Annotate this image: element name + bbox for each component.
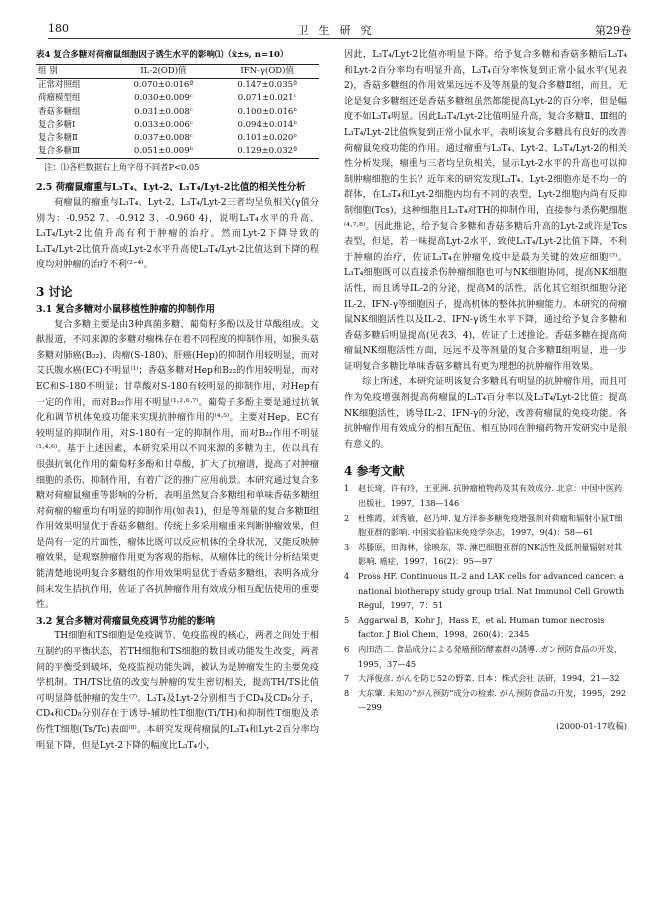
row-group: 香菇多糖组 bbox=[38, 106, 81, 117]
reference-number: 3 bbox=[344, 541, 350, 552]
page-header bbox=[48, 22, 631, 39]
conclusion-paragraph: 综上所述，本研究证明该复合多糖具有明显的抗肿瘤作用，而且可作为免疫增强剂提高荷瘤鼠的L₃T₄百分率以及L₃T₄/Lyt-2比值；提高NK细胞活性，诱导IL-2、IFN-γ的分泌，改善荷瘤鼠的免疫功能。各抗肿瘤作用有效成分的相互配伍、相互协同在肿瘤药物开发研究中是很有意义的。 bbox=[344, 377, 627, 450]
left-column bbox=[36, 48, 319, 754]
row-il2: 0.070±0.016ª bbox=[133, 80, 194, 91]
reference-text: 苏滕原，田海林，徐映东，等. 淋巴细胞亚群的NK活性及低剂量辐射对其影响. 癌症，1997，16(2)：95—97 bbox=[358, 541, 623, 567]
col-header-group: 组 别 bbox=[36, 65, 112, 79]
volume-label: 第29卷 bbox=[595, 24, 631, 37]
table4-caption: 表4 复合多糖对荷瘤鼠细胞因子诱生水平的影响⑴（x̄±s, n=10） bbox=[36, 50, 289, 60]
reference-text: 大泽俊彦. がんを防じ52の野菜. 日本：株式会社 法研，1994，21—32 bbox=[358, 673, 620, 684]
reference-item bbox=[344, 569, 627, 613]
row-ifn: 0.094±0.014ᵇ bbox=[237, 119, 297, 130]
row-il2: 0.051±0.009ᵇ bbox=[133, 146, 194, 157]
section-3-1-title: 3.1 复合多糖对小鼠移植性肿瘤的抑制作用 bbox=[36, 303, 215, 315]
table4-note: 注：⑴各栏数据右上角字母不同者P<0.05 bbox=[44, 162, 200, 173]
reference-item bbox=[344, 686, 627, 715]
section-3-2-title: 3.2 复合多糖对荷瘤鼠免疫调节功能的影响 bbox=[36, 615, 215, 627]
table-row bbox=[36, 106, 319, 119]
section-2-5-paragraph: 荷瘤鼠的瘤重与L₃T₄、Lyt-2、L₃T₄/Lyt-2三者均呈负相关(γ值分别为：-0.952 7、-0.912 3、-0.960 4)，说明L₃T₄水平的升高、L₃T₄/Lyt-2比值升高有利于肿瘤的治疗。然而Lyt-2下降导致的L₃T₄/Lyt-2比值升高或Lyt-2水平升高使L₃T₄/Lyt-2比值达到下降的程度均对肿瘤的治疗不利⁽²⁻⁴⁾。 bbox=[36, 198, 319, 271]
reference-number: 7 bbox=[344, 673, 350, 684]
table-row bbox=[36, 92, 319, 105]
reference-text: 赵长琦，许有玲，王亚洲. 抗肿瘤植物药及其有效成分. 北京：中国中医药出版社，1997，138—146 bbox=[358, 483, 623, 509]
reference-item bbox=[344, 481, 627, 510]
reference-number: 5 bbox=[344, 614, 350, 625]
reference-item bbox=[344, 540, 627, 569]
table-header-row bbox=[36, 65, 319, 79]
section-2-5-title: 2.5 荷瘤鼠瘤重与L₃T₄、Lyt-2、L₃T₄/Lyt-2比值的相关性分析 bbox=[36, 182, 306, 194]
reference-number: 8 bbox=[344, 687, 350, 698]
journal-title: 卫生研究 bbox=[297, 24, 382, 37]
reference-text: 杜维霞，刘秀敏，赵乃坤. 复方洋参多糖免疫增强剂对荷瘤和辐射小鼠T细胞亚群的影响. 中国实验临床免疫学杂志，1997，9(4)：58—61 bbox=[358, 512, 623, 538]
col-header-ifn: IFN-γ(OD)值 bbox=[215, 65, 319, 79]
row-ifn: 0.101±0.020ᵇ bbox=[237, 133, 297, 144]
reference-item bbox=[344, 613, 627, 642]
reference-text: Aggarwal B，Kohr J，Hass E，et al. Human tumor necrosis factor. J Biol Chem，1998，260(4)：2345 bbox=[358, 614, 605, 640]
reference-text: 大东肇. 未知の“がん预防”成分の检索. がん预防食品の开发，1995，292—299 bbox=[358, 687, 627, 713]
section-3-title: 3 讨论 bbox=[36, 284, 73, 299]
row-group: 复合多糖Ⅰ bbox=[38, 119, 76, 130]
section-3-1-paragraph: 复合多糖主要是由3种真菌多糖、葡萄籽多酚以及甘草酸组成。文献报道，不同来源的多糖对瘤株存在着不同程度的抑制作用，如猴头菇多糖对肺癌(B₂₂)、肉瘤(S-180)、肝癌(Hep)的抑制作用较明显，而对艾氏腹水癌(EC)不明显⁽¹⁾；香菇多糖对Hep和B₂₂的作用较明显，而对EC和S-180不明显；甘草酸对S-180有较明显的抑制作用，对Hep有一定的作用，而对B₂₂作用不明显⁽¹·²·⁶·⁷⁾。葡萄子多酚主要是通过抗氧化和调节机体免疫功能来实现抗肿瘤作用的⁽⁴·⁵⁾。主要对Hep、EC有较明显的抑制作用，对S-180有一定的抑制作用，而对B₂₂作用不明显⁽¹·⁴·⁶⁾。基于上述因素，本研究采用以不同来源的多糖为主，佐以具有很强抗氧化作用的葡萄籽多酚和甘草酸，扩大了抗瘤谱，提高了对肿瘤细胞的杀伤、抑制作用，有着广泛的推广应用前景。本研究通过复合多糖对荷瘤鼠瘤重等影响的分析，表明虽然复合多糖组和单味香菇多糖组对荷瘤的瘤重均有明显的抑制作用(如表1)，但是等剂量的复合多糖Ⅱ组作用效果明显优于香菇多糖组。传统上多采用瘤重来判断肿瘤效果，但是尚有一定的片面性，瘤体比既可以反应机体的全身状况，又能反映肿瘤效果，是观察肿瘤作用更为客观的指标，从瘤体比的统计分析结果更能清楚地说明复合多糖组的作用效果明显优于香菇多糖组，表明各成分间未发生拮抗作用，佐证了各抗肿瘤作用有效成分相互配伍使用的重要性。 bbox=[36, 319, 319, 611]
row-ifn: 0.071±0.021ᶜ bbox=[237, 93, 297, 104]
reference-item bbox=[344, 642, 627, 671]
row-ifn: 0.147±0.035ª bbox=[237, 80, 298, 91]
section-3-2-paragraph: TH细胞和TS细胞是免疫调节、免疫监视的核心，两者之间处于相互制约的平衡状态，若TH细胞和TS细胞的数目或功能发生改变，两者间的平衡受到破坏，免疫监视功能失调，被认为是肿瘤发生的主要免疫学机制。TH/TS比值的改变与肿瘤的发生密切相关，提高TH/TS比值可明显降低肿瘤的发生⁽⁷⁾。L₃T₄及Lyt-2分别相当于CD₄及CD₈分子，CD₄和CD₈分别存在于诱导-辅助性T细胞(Ti/TH)和抑制性T细胞及杀伤性T细胞(Ts/Tc)表面⁽⁸⁾。本研究发现荷瘤鼠的L₃T₄和Lyt-2百分率均明显下降，但是Lyt-2下降的幅度比L₃T₄小， bbox=[36, 631, 319, 751]
reference-number: 1 bbox=[344, 483, 350, 494]
table-row bbox=[36, 132, 319, 145]
table4 bbox=[36, 64, 319, 159]
table-row bbox=[36, 119, 319, 132]
received-date: (2000-01-17收稿) bbox=[556, 720, 627, 731]
references-title: 4 参考文献 bbox=[344, 464, 405, 479]
reference-text: 内田浩二. 食品成分による発癌预防酵素群の誘導. ガン预防食品の开发，1995，37—45 bbox=[358, 643, 623, 669]
table-row bbox=[36, 79, 319, 93]
col-header-il2: IL-2(OD)值 bbox=[112, 65, 216, 79]
reference-item bbox=[344, 511, 627, 540]
row-group: 复合多糖Ⅲ bbox=[38, 146, 81, 157]
page-number: 180 bbox=[48, 22, 69, 35]
reference-item bbox=[344, 671, 627, 686]
row-group: 正常对照组 bbox=[38, 80, 81, 91]
reference-list bbox=[344, 481, 627, 715]
table-row bbox=[36, 145, 319, 159]
reference-number: 4 bbox=[344, 571, 350, 581]
reference-number: 6 bbox=[344, 643, 350, 654]
row-il2: 0.037±0.008ᶜ bbox=[134, 133, 193, 144]
row-il2: 0.033±0.006ᶜ bbox=[134, 119, 193, 130]
reference-number: 2 bbox=[344, 512, 350, 523]
right-column bbox=[344, 48, 627, 735]
reference-text: Pross HF. Continuous IL-2 and LAK cells for advanced cancer: a national biotherapy study group trial. Nat Immunol Cell Growth Regul，1997，7：51 bbox=[358, 571, 625, 611]
row-ifn: 0.100±0.016ᵇ bbox=[237, 106, 297, 117]
discussion-continued-paragraph: 因此，L₃T₄/Lyt-2比值亦明显下降。给予复合多糖和香菇多糖后L₃T₄和Lyt-2百分率均有明显升高，L₃T₄百分率恢复到正常小鼠水平(见表2)，香菇多糖组的作用效果远远不及等剂量的复合多糖Ⅱ组，而且，无论是复合多糖组还是香菇多糖组虽然都能提高Lyt-2的百分率，但是幅度不如L₃T₄明显。因此L₃T₄/Lyt-2比值明显升高，复合多糖Ⅱ、Ⅲ组的L₃T₄/Lyt-2比值恢复到正常小鼠水平，表明该复合多糖具有良好的改善荷瘤鼠免疫功能的作用。通过瘤重与L₃T₄、Lyt-2、L₃T₄/Lyt-2的相关性分析发现，瘤重与三者均呈负相关，显示Lyt-2水平的升高也可以抑制肿瘤细胞的生长？近年来的研究发现L₃T₄、Lyt-2细胞亦是不均一的群体，在L₃T₄和Lyt-2细胞内均有不同的表型，Lyt-2细胞内尚有反抑制细胞(Tcs)，这种细胞且L₃T₄对TH的抑制作用，直接参与杀伤靶细胞⁽⁴·⁷·⁸⁾。因此推论，给予复合多糖和香菇多糖后升高的Lyt-2或许是Tcs表型，但是，若一味提高Lyt-2水平，致使L₃T₄/Lyt-2比值下降，不利于肿瘤的治疗，佐证L₃T₄在肿瘤免疫中是最为关键的效应细胞⁽⁷⁾。L₃T₄细胞既可以直接杀伤肿瘤细胞也可与NK细胞协同，提高NK细胞活性，而且诱导IL-2的分泌，提高M的活性，活化其它组织细胞分泌IL-2、IFN-γ等细胞因子，提高机体的整体抗肿瘤能力。本研究的荷瘤鼠NK细胞活性以及IL-2、IFN-γ诱生水平下降，通过给予复合多糖和香菇多糖后明显提高(见表3、4)，佐证了上述推论。香菇多糖在提高荷瘤鼠NK细胞活性方面，远远不及等剂量的复合多糖Ⅱ组明显，进一步证明复合多糖比单味香菇多糖具有更为理想的抗肿瘤作用效果。 bbox=[344, 50, 627, 372]
row-il2: 0.030±0.009ᶜ bbox=[134, 93, 193, 104]
row-group: 复合多糖Ⅱ bbox=[38, 133, 78, 144]
row-group: 荷瘤模型组 bbox=[38, 93, 81, 104]
row-ifn: 0.129±0.032ª bbox=[237, 146, 298, 157]
row-il2: 0.031±0.008ᶜ bbox=[134, 106, 193, 117]
